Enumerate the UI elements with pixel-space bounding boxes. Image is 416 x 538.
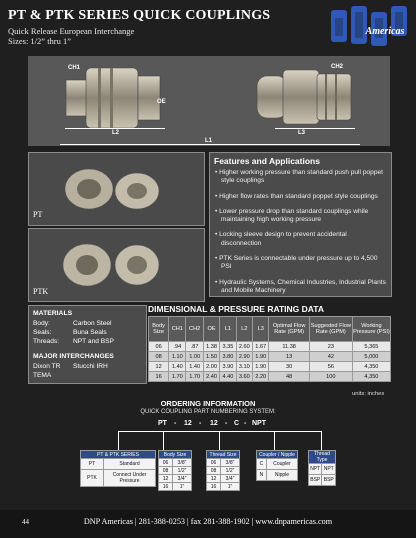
- table-row: [159, 459, 192, 467]
- part-number-thread-size: 12: [210, 420, 218, 427]
- table-cell: 4,350: [352, 372, 390, 382]
- table-cell: 06: [149, 342, 169, 352]
- ordering-connector: [163, 431, 164, 450]
- table-cell: 3/4”: [220, 475, 239, 483]
- part-number-dash: -: [225, 420, 228, 427]
- body-size-table-title: Body Size: [159, 451, 192, 459]
- footer-contact: DNP Americas | 281-388-0253 | fax 281-388-1902 | www.dnpamericas.com: [83, 517, 333, 526]
- l3-dimension-line: [275, 128, 355, 129]
- table-row: [257, 459, 298, 470]
- material-label: Threads:: [33, 338, 60, 345]
- table-cell: 13: [269, 352, 309, 362]
- table-cell: 1.40: [186, 362, 203, 372]
- table-row: [149, 372, 391, 382]
- features-title: Features and Applications: [214, 156, 320, 166]
- size-range: Sizes: 1/2” thru 1”: [8, 36, 72, 46]
- ptk-label: PTK: [33, 287, 49, 296]
- table-cell: Nipple: [266, 470, 297, 481]
- coupler-nipple-table-title: Coupler / Nipple: [257, 451, 298, 459]
- thread-type-table: [308, 450, 336, 486]
- table-cell: 56: [309, 362, 352, 372]
- table-cell: Standard: [104, 459, 156, 470]
- table-cell: 1.90: [253, 362, 269, 372]
- ptk-coupling-photo: [57, 235, 167, 295]
- l2-label: L2: [112, 130, 120, 136]
- interchange-item: TEMA: [33, 372, 52, 379]
- spec-header-cell: L1: [220, 317, 236, 342]
- table-row: [81, 459, 156, 470]
- ordering-title: ORDERING INFORMATION: [160, 399, 256, 408]
- pt-coupling-photo: [59, 161, 169, 219]
- table-cell: 3.90: [220, 362, 236, 372]
- table-row: [257, 470, 298, 481]
- table-cell: 1.67: [253, 342, 269, 352]
- table-cell: 16: [149, 372, 169, 382]
- table-cell: 1.50: [203, 352, 219, 362]
- pt-product-box: [28, 152, 205, 226]
- table-cell: BSP: [322, 475, 336, 486]
- table-cell: 2.60: [236, 342, 252, 352]
- table-cell: 1.70: [169, 372, 186, 382]
- table-cell: 3/4”: [172, 475, 191, 483]
- table-cell: 3.60: [236, 372, 252, 382]
- table-row: [207, 459, 240, 467]
- spec-header-cell: Body Size: [149, 317, 169, 342]
- table-cell: 1/2”: [172, 467, 191, 475]
- feature-item: • Locking sleeve design to prevent accidental disconnection: [215, 231, 387, 248]
- ordering-connector: [118, 431, 119, 450]
- part-number-body-size: 12: [184, 420, 192, 427]
- table-cell: 1”: [172, 483, 191, 491]
- table-cell: 12: [149, 362, 169, 372]
- coupler-photo: [62, 62, 172, 134]
- ordering-connector: [219, 431, 220, 450]
- pt-label: PT: [33, 210, 43, 219]
- table-cell: 3.10: [236, 362, 252, 372]
- ordering-subtitle: QUICK COUPLING PART NUMBERING SYSTEM:: [140, 409, 276, 415]
- page-subtitle: Quick Release European Interchange: [8, 26, 135, 36]
- spec-header-cell: CH2: [186, 317, 203, 342]
- table-cell: Coupler: [266, 459, 297, 470]
- ordering-connector: [274, 431, 275, 450]
- units-note: units: inches: [352, 391, 385, 397]
- part-number-dash: -: [244, 420, 247, 427]
- interchange-item: Dixon TR: [33, 363, 61, 370]
- table-cell: 06: [207, 459, 221, 467]
- part-number-coupler-nipple: C: [234, 420, 240, 427]
- series-table: [80, 450, 156, 487]
- part-number-series: PT: [158, 420, 167, 427]
- interchange-item: Stucchi IRH: [73, 363, 108, 370]
- spec-header-cell: L2: [236, 317, 252, 342]
- table-cell: 1.70: [186, 372, 203, 382]
- feature-item: • Lower pressure drop than standard couplings while maintaining high working pressure: [215, 208, 387, 225]
- table-row: [309, 464, 336, 475]
- table-cell: 5,000: [352, 352, 390, 362]
- table-cell: C: [257, 459, 267, 470]
- table-cell: 2.40: [203, 372, 219, 382]
- table-cell: Connect Under Pressure: [104, 470, 156, 487]
- interchanges-title: MAJOR INTERCHANGES: [33, 353, 114, 360]
- table-row: [207, 483, 240, 491]
- spec-table: [148, 316, 391, 382]
- ch2-label: CH2: [331, 64, 344, 70]
- table-cell: NPT: [322, 464, 336, 475]
- table-cell: PTK: [81, 470, 104, 487]
- part-number-dash: -: [174, 420, 177, 427]
- feature-item: • PTK Series is connectable under pressure up to 4,500 PSI: [215, 255, 387, 272]
- ch1-label: CH1: [68, 65, 81, 71]
- table-cell: 23: [309, 342, 352, 352]
- material-value: NPT and BSP: [73, 338, 114, 345]
- series-table-title: PT & PTK SERIES: [81, 451, 156, 459]
- table-row: [149, 352, 391, 362]
- feature-item: • Hydraulic Systems, Chemical Industries, Industrial Plants and Mobile Machinery: [215, 279, 387, 296]
- table-row: [309, 475, 336, 486]
- spec-header-cell: Optimal Flow Rate (GPM): [269, 317, 309, 342]
- table-cell: 2.20: [253, 372, 269, 382]
- features-panel: [209, 152, 392, 297]
- spec-header-cell: Suggested Flow Rate (GPM): [309, 317, 352, 342]
- dnp-americas-logo: [329, 4, 411, 48]
- table-cell: 1.10: [169, 352, 186, 362]
- body-size-table: [158, 450, 192, 491]
- table-row: [81, 470, 156, 487]
- table-cell: BSP: [309, 475, 322, 486]
- ordering-connector: [118, 431, 272, 432]
- spec-header-cell: L3: [253, 317, 269, 342]
- table-cell: 4.40: [220, 372, 236, 382]
- table-row: [159, 483, 192, 491]
- table-cell: 1”: [220, 483, 239, 491]
- nipple-photo: [255, 66, 355, 128]
- table-row: [159, 467, 192, 475]
- materials-title: MATERIALS: [33, 310, 73, 317]
- materials-panel: [28, 305, 147, 384]
- page-number: 44: [22, 518, 29, 526]
- feature-item: • Higher flow rates than standard poppet style couplings: [215, 193, 387, 201]
- thread-size-table-title: Thread Size: [207, 451, 240, 459]
- l1-label: L1: [205, 138, 213, 144]
- table-cell: NPT: [309, 464, 322, 475]
- table-cell: 06: [159, 459, 173, 467]
- spec-header-cell: OE: [203, 317, 219, 342]
- l3-label: L3: [298, 130, 306, 136]
- table-cell: 3.80: [220, 352, 236, 362]
- table-cell: 16: [159, 483, 173, 491]
- table-cell: 30: [269, 362, 309, 372]
- table-cell: 2.90: [236, 352, 252, 362]
- spec-table-title: DIMENSIONAL & PRESSURE RATING DATA: [148, 304, 324, 314]
- table-cell: N: [257, 470, 267, 481]
- table-row: [159, 475, 192, 483]
- table-cell: 3/8”: [220, 459, 239, 467]
- table-cell: 100: [309, 372, 352, 382]
- table-cell: 08: [207, 467, 221, 475]
- table-cell: 1.40: [169, 362, 186, 372]
- table-cell: 12: [207, 475, 221, 483]
- material-value: Buna Seals: [73, 329, 107, 336]
- table-cell: 1.38: [203, 342, 219, 352]
- table-cell: 3.35: [220, 342, 236, 352]
- part-number-dash: -: [199, 420, 202, 427]
- table-cell: 1/2”: [220, 467, 239, 475]
- thread-size-table: [206, 450, 240, 491]
- thread-type-table-title: Thread Type: [309, 451, 336, 464]
- l2-dimension-line: [65, 128, 165, 129]
- coupler-nipple-table: [256, 450, 298, 481]
- table-row: [207, 475, 240, 483]
- table-cell: 5,365: [352, 342, 390, 352]
- table-row: [149, 362, 391, 372]
- table-cell: 3/8”: [172, 459, 191, 467]
- table-cell: PT: [81, 459, 104, 470]
- l1-dimension-line: [60, 144, 360, 145]
- material-label: Seals:: [33, 329, 52, 336]
- table-row: [207, 467, 240, 475]
- table-cell: 1.90: [253, 352, 269, 362]
- table-cell: 11.38: [269, 342, 309, 352]
- spec-header-cell: Working Pressure (PSI): [352, 317, 390, 342]
- logo-sub-text: Americas: [365, 26, 405, 37]
- table-cell: .94: [169, 342, 186, 352]
- ptk-product-box: [28, 228, 205, 302]
- table-cell: 48: [269, 372, 309, 382]
- table-cell: 42: [309, 352, 352, 362]
- spec-header-cell: CH1: [169, 317, 186, 342]
- table-cell: 2.00: [203, 362, 219, 372]
- table-row: [149, 342, 391, 352]
- spec-table-header-row: [149, 317, 391, 342]
- feature-item: • Higher working pressure than standard push pull poppet style couplings: [215, 169, 387, 186]
- part-number-thread-type: NPT: [252, 420, 266, 427]
- table-cell: 16: [207, 483, 221, 491]
- table-cell: 12: [159, 475, 173, 483]
- table-cell: 4,350: [352, 362, 390, 372]
- table-cell: 1.00: [186, 352, 203, 362]
- ordering-connector: [272, 431, 322, 432]
- material-value: Carbon Steel: [73, 320, 112, 327]
- table-cell: .87: [186, 342, 203, 352]
- table-cell: 08: [149, 352, 169, 362]
- page-title: PT & PTK SERIES QUICK COUPLINGS: [8, 8, 271, 23]
- table-cell: 08: [159, 467, 173, 475]
- oe-label: OE: [157, 99, 166, 105]
- material-label: Body:: [33, 320, 50, 327]
- ordering-connector: [321, 431, 322, 450]
- features-list: [215, 169, 387, 302]
